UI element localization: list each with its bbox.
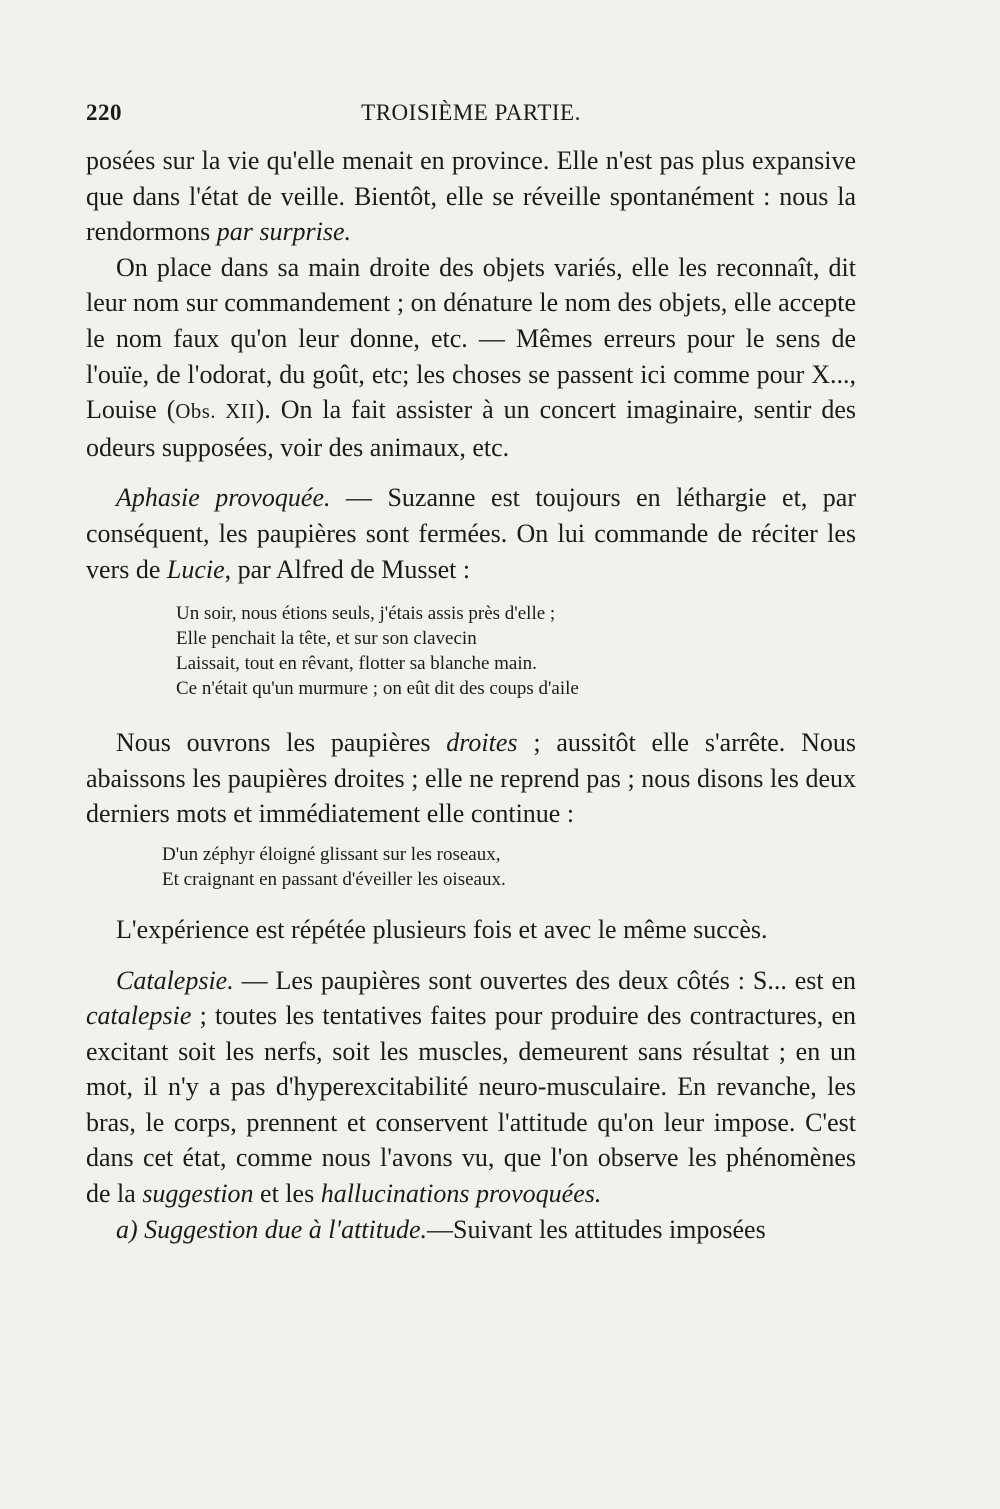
verse-line: Et craignant en passant d'éveiller les oiseaux. (162, 868, 506, 890)
verse-line: Laissait, tout en rêvant, flotter sa blanche main. (176, 653, 537, 675)
paragraph: Nous ouvrons les paupières droites ; aussitôt elle s'arrête. Nous abaissons les paupières droites ; elle ne reprend pas ; nous disons les deux derniers mots et immédiatement elle continue : (86, 728, 856, 829)
verse-line: D'un zéphyr éloigné glissant sur les roseaux, (162, 843, 501, 865)
emphasis: suggestion (142, 1179, 254, 1209)
verse-quote (162, 842, 856, 892)
page-number: 220 (86, 100, 122, 125)
verse-quote (176, 601, 856, 701)
emphasis: par surprise. (216, 217, 352, 247)
obs-reference: Obs. XII (175, 400, 256, 424)
paragraph: L'expérience est répétée plusieurs fois et avec le même succès. (116, 914, 768, 944)
section-heading: a) Suggestion due à l'attitude. (116, 1214, 428, 1244)
section-heading: Aphasie provoquée. (116, 483, 331, 513)
paragraph: On place dans sa main droite des objets variés, elle les reconnaît, dit leur nom sur commandement ; on dénature le nom des objets, elle accepte le nom faux qu'on leur donne, etc. — Mêmes erreurs pour le sens de l'ouïe, de l'odorat, du goût, etc; les choses se passent ici comme pour X..., Louise (Obs. XII). On la fait assister à un concert imaginaire, sentir des odeurs supposées, voir des animaux, etc. (86, 252, 857, 462)
emphasis: droites (446, 728, 518, 758)
paragraph: Catalepsie. — Les paupières sont ouvertes des deux côtés : S... est en catalepsie ; toutes les tentatives faites pour produire des contractures, en excitant soit les nerfs, soit les muscles, demeurent sans résultat ; en un mot, il n'y a pas d'hyperexcitabilité neuro-musculaire. En revanche, les bras, le corps, prennent et conservent l'attitude qu'on leur impose. C'est dans cet état, comme nous l'avons vu, que l'on observe les phénomènes de la suggestion et les hallucinations provoquées. (86, 965, 856, 1209)
paragraph: a) Suggestion due à l'attitude.—Suivant les attitudes imposées (116, 1214, 766, 1244)
page-header (86, 100, 856, 136)
verse-line: Elle penchait la tête, et sur son clavecin (176, 628, 477, 650)
verse-line: Un soir, nous étions seuls, j'étais assis près d'elle ; (176, 603, 556, 625)
emphasis: hallucinations provoquées. (320, 1179, 602, 1209)
paragraph: posées sur la vie qu'elle menait en province. Elle n'est pas plus expansive que dans l'état de veille. Bientôt, elle se réveille spontanément : nous la rendormons par surprise. (86, 146, 856, 247)
page-body (86, 143, 856, 1247)
emphasis: catalepsie (86, 1001, 192, 1031)
paragraph: Aphasie provoquée. — Suzanne est toujours en léthargie et, par conséquent, les paupières sont fermées. On lui commande de réciter les vers de Lucie, par Alfred de Musset : (86, 483, 856, 584)
section-heading: Catalepsie. (116, 965, 234, 995)
verse-line: Ce n'était qu'un murmure ; on eût dit des coups d'aile (176, 678, 579, 700)
running-title: TROISIÈME PARTIE. (361, 100, 581, 125)
emphasis: Lucie (166, 554, 225, 584)
